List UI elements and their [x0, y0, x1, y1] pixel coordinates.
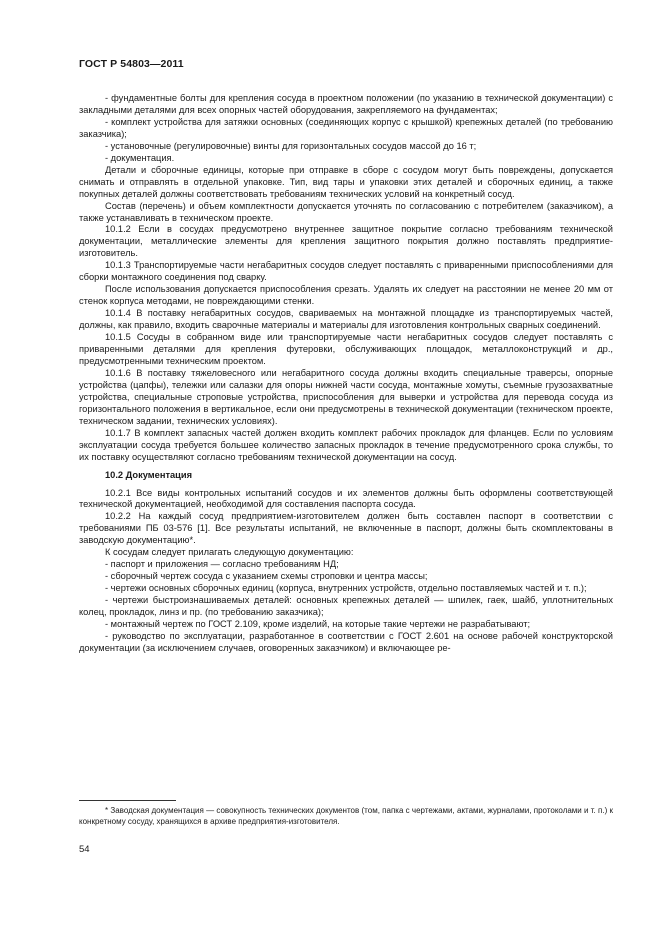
paragraph: 10.1.6 В поставку тяжеловесного или негабаритного сосуда должны входить специальные траверсы, опорные устройства (цапфы), тележки или салазки для опоры нижней части сосуда, монтажные хомуты, съемные грузозахватные устройства, специальные строповые устройства, приспособления для выверки и устройства для перевода сосуда из горизонтального положения в вертикальное, если они предусмотрены в технической документации (техническом проекте, техническом задании, технических условиях). — [79, 367, 613, 426]
paragraph: 10.1.3 Транспортируемые части негабаритных сосудов следует поставлять с приваренными приспособлениями для сборки монтажного соединения под сварку. — [79, 260, 613, 283]
paragraph: - установочные (регулировочные) винты для горизонтальных сосудов массой до 16 т; — [105, 140, 477, 151]
paragraph: Состав (перечень) и объем комплектности допускается уточнять по согласованию с потребителем (заказчиком), а также устанавливать в техническом проекте. — [79, 200, 613, 223]
paragraph: Детали и сборочные единицы, которые при отправке в сборе с сосудом могут быть повреждены, допускается снимать и отправлять в отдельной упаковке. Тип, вид тары и упаковки этих деталей и сборочных единиц, а также покупных деталей должны соответствовать требованиям технических условий на конкретный сосуд. — [79, 164, 613, 199]
paragraph: 10.2.1 Все виды контрольных испытаний сосудов и их элементов должны быть оформлены соответствующей технической документацией, необходимой для составления паспорта сосуда. — [79, 487, 613, 510]
paragraph: 10.1.4 В поставку негабаритных сосудов, свариваемых на монтажной площадке из транспортируемых частей, должны, как правило, входить сварочные материалы и материалы для изготовления контрольных сварных соединений. — [79, 308, 613, 331]
footnote-divider — [79, 800, 176, 801]
paragraph: - фундаментные болты для крепления сосуда в проектном положении (по указанию в технической документации) с закладными деталями для всех опорных частей оборудования, закрепляемого на фундаментах; — [79, 93, 613, 115]
paragraph: - чертежи быстроизнашиваемых деталей: основных крепежных деталей — шпилек, гаек, шайб, уплотнительных колец, прокладок, линз и пр. (по требованию заказчика); — [79, 595, 613, 618]
paragraph: - чертежи основных сборочных единиц (корпуса, внутренних устройств, отдельно поставляемых частей и т. п.); — [105, 583, 587, 594]
paragraph: 10.2.2 На каждый сосуд предприятием-изготовителем должен быть составлен паспорт в соответствии с требованиями ПБ 03-576 [1]. Все результаты испытаний, не включенные в паспорт, должны быть скомплектованы в заводскую документацию*. — [79, 511, 613, 546]
paragraph: К сосудам следует прилагать следующую документацию: — [105, 547, 354, 558]
document-header: ГОСТ Р 54803—2011 — [79, 58, 184, 70]
paragraph: - комплект устройства для затяжки основных (соединяющих корпус с крышкой) крепежных деталей (по требованию заказчика); — [79, 116, 613, 139]
paragraph: После использования допускается приспособления срезать. Удалять их следует на расстоянии не менее 20 мм от стенок корпуса методами, не повреждающими стенки. — [79, 284, 613, 307]
footnote: * Заводская документация — совокупность технических документов (том, папка с чертежами, актами, журналами, протоколами и т. п.) к конкретному сосуду, хранящихся в архиве предприятия-изготовителя. — [79, 806, 613, 826]
page-body — [79, 93, 613, 655]
paragraph: 10.1.7 В комплект запасных частей должен входить комплект рабочих прокладок для фланцев. Если по условиям эксплуатации сосуда требуется большее количество запасных прокладок в течение предусмотренного срока службы, то их поставку осуществляют согласно требованиям технической документации на сосуд. — [79, 427, 613, 462]
paragraph: 10.1.2 Если в сосудах предусмотрено внутреннее защитное покрытие согласно требованиям технической документации, металлические элементы для крепления защитного покрытия должно поставлять предприятие-изготовитель. — [79, 224, 613, 259]
paragraph: - сборочный чертеж сосуда с указанием схемы строповки и центра массы; — [105, 571, 428, 582]
paragraph: - паспорт и приложения — согласно требованиям НД; — [105, 559, 339, 570]
page-number: 54 — [79, 844, 90, 855]
section-heading: 10.2 Документация — [105, 469, 193, 480]
paragraph: - руководство по эксплуатации, разработанное в соответствии с ГОСТ 2.601 на основе рабочей конструкторской документации (за исключением случаев, оговоренных заказчиком) и включающее ре- — [79, 630, 613, 653]
paragraph: - монтажный чертеж по ГОСТ 2.109, кроме изделий, на которые такие чертежи не разрабатывают; — [105, 618, 531, 629]
paragraph: 10.1.5 Сосуды в собранном виде или транспортируемые части негабаритных сосудов следует поставлять с приваренными деталями для крепления футеровки, обслуживающих площадок, металлоконструкций и др., предусмотренными техническим проектом. — [79, 332, 613, 366]
paragraph: - документация. — [105, 152, 175, 163]
